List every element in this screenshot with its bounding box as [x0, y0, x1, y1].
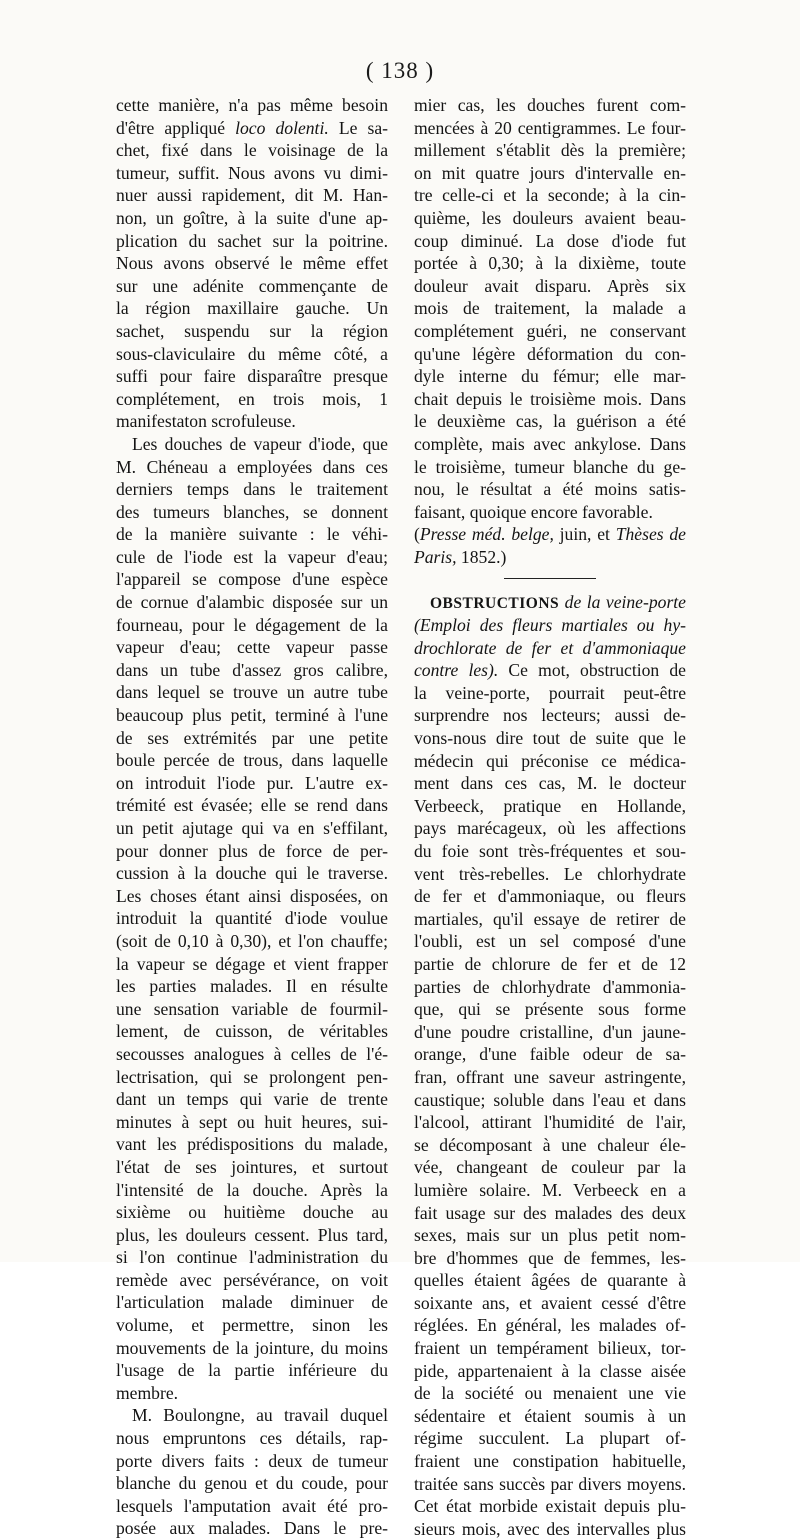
text-run: quelles étaient âgées de quarante à — [414, 1270, 686, 1291]
text-line — [116, 1066, 388, 1089]
italic-run: loco dolenti. — [235, 117, 329, 138]
text-line — [116, 1043, 388, 1066]
text-run: vant les prédispositions du malade, — [116, 1134, 388, 1155]
text-run: cussion à la douche qui le traverse. — [116, 863, 388, 884]
text-run: ( — [414, 524, 420, 545]
text-line — [414, 840, 686, 863]
italic-run: Paris, — [414, 546, 457, 567]
text-run: suffi pour faire disparaître presque — [116, 366, 388, 387]
text-line — [414, 614, 686, 637]
text-run: pays marécageux, où les affections — [414, 818, 686, 839]
text-run: d'être appliqué — [116, 117, 236, 138]
text-line — [414, 772, 686, 795]
text-line — [414, 501, 686, 524]
text-line — [116, 975, 388, 998]
text-line — [116, 456, 388, 479]
text-line — [414, 750, 686, 773]
text-run: un petit ajutage qui va en s'effilant, — [116, 818, 388, 838]
text-line — [414, 1427, 686, 1450]
text-line — [116, 862, 388, 885]
text-run: les parties malades. Il en résulte — [116, 976, 388, 997]
text-run: de la société ou menaient une vie — [414, 1383, 686, 1404]
text-run: le deuxième cas, la guérison a été — [414, 411, 686, 432]
text-run: chet, fixé dans le voisinage de la — [116, 140, 388, 161]
text-run: partie de chlorure de fer et de 12 — [414, 953, 686, 974]
text-line — [116, 636, 388, 659]
text-run: dans un tube d'assez gros calibre, — [116, 659, 388, 680]
text-run: fraient un tempérament bilieux, tor- — [414, 1338, 686, 1359]
text-run: remède avec persévérance, on voit — [116, 1269, 388, 1290]
text-line — [116, 727, 388, 750]
text-run: complète, mais avec ankylose. Dans — [414, 433, 686, 454]
text-run: douleur avait disparu. Après six — [414, 275, 686, 296]
text-line — [414, 1405, 686, 1428]
text-line — [116, 252, 388, 275]
text-run: faisant, quoique encore favorable. — [414, 501, 653, 522]
text-run: du foie sont très-fréquentes et sou- — [414, 841, 686, 861]
text-run: Verbeeck, pratique en Hollande, — [414, 795, 686, 816]
text-run: dyle interne du fémur; elle mar- — [414, 366, 686, 387]
text-line — [116, 591, 388, 614]
text-run: l'intensité de la douche. Après la — [116, 1179, 388, 1200]
text-run: si l'on continue l'administration du — [116, 1247, 388, 1268]
text-run: plus, les douleurs cessent. Plus tard, — [116, 1224, 388, 1245]
text-run: Cet état morbide existait depuis plu- — [414, 1496, 686, 1517]
text-run: ment dans ces cas, M. le docteur — [414, 773, 686, 794]
text-line — [116, 1404, 388, 1427]
text-run: l'appareil se compose d'une espèce — [116, 569, 388, 590]
text-run: nuer aussi rapidement, dit M. Han- — [116, 185, 388, 206]
italic-run: de la veine-porte — [564, 592, 686, 613]
text-run: tumeur, suffit. Nous avons vu dimi- — [116, 162, 388, 183]
text-line — [116, 139, 388, 162]
text-line — [116, 1224, 388, 1247]
text-line — [414, 1382, 686, 1405]
text-run: fraient une constipation habituelle, — [414, 1451, 686, 1472]
text-run: parties de chlorhydrate d'ammonia- — [414, 976, 686, 997]
text-run: l'usage de la partie inférieure du — [116, 1360, 388, 1381]
text-line — [116, 501, 388, 524]
text-run: nou, le résultat a été moins satis- — [414, 479, 686, 500]
text-line — [116, 478, 388, 501]
text-run: lumière solaire. M. Verbeeck en a — [414, 1179, 686, 1200]
text-line — [414, 1495, 686, 1518]
text-run: lement, de cuisson, de véritables — [116, 1021, 388, 1042]
text-run: la région maxillaire gauche. Un — [116, 298, 388, 319]
text-line — [414, 863, 686, 886]
text-run: réglées. En général, les malades of- — [414, 1315, 686, 1336]
text-line — [116, 1382, 388, 1405]
text-run: l'état de ses jointures, et surtout — [116, 1156, 388, 1177]
text-line — [414, 1134, 686, 1157]
text-line — [414, 795, 686, 818]
text-run: fourneau, pour le dégagement de la — [116, 614, 388, 635]
text-line — [116, 772, 388, 795]
text-line — [414, 523, 686, 546]
text-line — [414, 297, 686, 320]
text-run: coup diminué. La dose d'iode fut — [414, 230, 686, 251]
text-run: sixième ou huitième douche au — [116, 1202, 388, 1223]
text-run: complétement guéri, ne conservant — [414, 320, 686, 341]
text-run: une sensation variable de fourmil- — [116, 998, 388, 1019]
page-number: ( 138 ) — [365, 58, 435, 83]
text-line — [116, 1337, 388, 1360]
text-line — [414, 94, 686, 117]
text-run: cule de l'iode est la vapeur d'eau; — [116, 546, 388, 567]
text-line — [414, 1269, 686, 1292]
text-line — [414, 998, 686, 1021]
text-line — [116, 388, 388, 411]
text-run: mencées à 20 centigrammes. Le four- — [414, 117, 686, 138]
text-line — [414, 388, 686, 411]
left-text-column — [116, 94, 388, 1540]
text-run: membre. — [116, 1382, 179, 1403]
right-column-continuation — [414, 94, 686, 568]
text-line — [414, 727, 686, 750]
italic-run: contre les). — [414, 660, 499, 681]
text-line — [414, 1450, 686, 1473]
text-run: sieurs mois, avec des intervalles plus — [414, 1518, 686, 1539]
text-line — [116, 659, 388, 682]
text-run: Le sa- — [328, 117, 388, 138]
text-line — [116, 275, 388, 298]
text-line — [116, 1156, 388, 1179]
text-line — [414, 275, 686, 298]
text-run: volume, et permettre, sinon les — [116, 1315, 388, 1336]
text-line — [414, 162, 686, 185]
text-line — [116, 1133, 388, 1156]
text-run: quième, les douleurs avaient beau- — [414, 207, 686, 228]
text-run: orange, d'une faible odeur de sa- — [414, 1044, 686, 1065]
text-run: juin, et — [553, 524, 616, 545]
text-line — [414, 1111, 686, 1134]
text-run: Les douches de vapeur d'iode, que — [132, 433, 388, 454]
text-line — [116, 1472, 388, 1495]
text-run: nous empruntons ces détails, rap- — [116, 1428, 388, 1449]
text-run: l'articulation malade diminuer de — [116, 1292, 388, 1313]
text-line — [116, 546, 388, 569]
text-run: tre celle-ci et la seconde; à la cin- — [414, 185, 686, 206]
text-run: vons-nous dire tout de suite que le — [414, 728, 686, 749]
text-run: dans lequel se trouve un autre tube — [116, 682, 388, 703]
italic-run: drochlorate de fer et d'ammoniaque — [414, 637, 686, 658]
text-line — [414, 1021, 686, 1044]
text-line — [116, 1517, 388, 1540]
text-line — [414, 1247, 686, 1270]
text-run: le troisième, tumeur blanche du ge- — [414, 456, 686, 477]
text-run: martiales, qu'il essaye de retirer de — [414, 908, 686, 929]
text-line — [414, 1043, 686, 1066]
text-line — [116, 568, 388, 591]
text-run: régime succulent. La plupart of- — [414, 1428, 686, 1449]
text-line — [414, 591, 686, 614]
text-line — [116, 930, 388, 953]
text-run: vent très-rebelles. Le chlorhydrate — [414, 863, 686, 884]
obstructions-section — [414, 591, 686, 1540]
text-run: manifestaton scrofuleuse. — [116, 411, 296, 432]
text-line — [116, 1291, 388, 1314]
text-run: sexes, mais sur un plus petit nom- — [414, 1225, 686, 1246]
text-line — [116, 1201, 388, 1224]
text-run: complétement, en trois mois, 1 — [116, 388, 388, 409]
text-run: portée à 0,30; à la dixième, toute — [414, 253, 686, 274]
text-run: des tumeurs blanches, se donnent — [116, 501, 388, 522]
text-line — [414, 139, 686, 162]
text-run: mouvements de la jointure, du moins — [116, 1337, 388, 1358]
text-line — [116, 794, 388, 817]
text-run: vapeur d'eau; cette vapeur passe — [116, 637, 388, 658]
text-run: introduit la quantité d'iode voulue — [116, 908, 388, 929]
text-line — [116, 343, 388, 366]
text-run: derniers temps dans le traitement — [116, 479, 388, 500]
italic-run: Presse méd. belge, — [419, 524, 554, 545]
text-run: lectrisation, qui se prolongent pen- — [116, 1066, 388, 1087]
text-run: traitée sans succès par divers moyens. — [414, 1473, 686, 1494]
text-run: bre d'hommes que de femmes, les- — [414, 1247, 686, 1268]
text-line — [414, 546, 686, 569]
text-run: l'oubli, est un sel composé d'une — [414, 931, 686, 952]
text-line — [116, 840, 388, 863]
text-line — [116, 433, 388, 456]
italic-run: (Emploi des fleurs martiales ou hy- — [414, 615, 686, 636]
italic-run: Thèses de — [615, 524, 686, 545]
text-line — [116, 1450, 388, 1473]
text-line — [116, 681, 388, 704]
text-run: Nous avons observé le même effet — [116, 253, 388, 274]
text-run: plication du sachet sur la poitrine. — [116, 230, 388, 251]
text-line — [116, 907, 388, 930]
text-run: que, qui se présente sous forme — [414, 999, 686, 1020]
text-run: qu'une légère déformation du con- — [414, 343, 686, 364]
text-run: l'alcool, attirant l'humidité de l'air, — [414, 1112, 686, 1133]
text-run: trémité est évasée; elle se rend dans — [116, 795, 388, 816]
text-line — [414, 1202, 686, 1225]
text-line — [414, 410, 686, 433]
text-run: pide, appartenaient à la classe aisée — [414, 1360, 686, 1381]
text-line — [116, 94, 388, 117]
text-run: posée aux malades. Dans le pre- — [116, 1518, 388, 1539]
text-line — [116, 614, 388, 637]
text-run: fran, offrant une saveur astringente, — [414, 1066, 686, 1087]
text-line — [116, 1020, 388, 1043]
text-line — [414, 343, 686, 366]
text-line — [414, 637, 686, 660]
text-line — [414, 976, 686, 999]
text-run: minutes à sept ou huit heures, sui- — [116, 1111, 388, 1132]
text-line — [414, 456, 686, 479]
text-line — [116, 1427, 388, 1450]
text-line — [116, 320, 388, 343]
text-run: beaucoup plus petit, terminé à l'une — [116, 705, 388, 726]
text-run: non, un goître, à la suite d'une ap- — [116, 207, 388, 228]
text-run: M. Chéneau a employées dans ces — [116, 456, 388, 477]
right-text-column — [414, 94, 686, 1540]
text-line — [414, 1089, 686, 1112]
section-divider-rule — [504, 578, 596, 579]
text-run: porte divers faits : deux de tumeur — [116, 1450, 388, 1471]
text-run: de cornue d'alambic disposée sur un — [116, 592, 388, 613]
text-run: surprendre nos lecteurs; aussi de- — [414, 705, 686, 726]
text-line — [414, 1314, 686, 1337]
text-run: médecin qui préconise ce médica- — [414, 750, 686, 771]
text-run: caustique; soluble dans l'eau et dans — [414, 1089, 686, 1110]
text-line — [414, 1360, 686, 1383]
text-line — [116, 998, 388, 1021]
text-run: de la manière suivante : le véhi- — [116, 524, 388, 545]
text-run: sous-claviculaire du même côté, a — [116, 343, 388, 364]
text-run: boule percée de trous, dans laquelle — [116, 750, 388, 771]
text-run: blanche du genou et du coude, pour — [116, 1473, 388, 1494]
text-run: chait depuis le troisième mois. Dans — [414, 388, 686, 409]
text-run: dant un temps qui varie de trente — [116, 1089, 388, 1110]
text-line — [116, 1246, 388, 1269]
text-line — [414, 207, 686, 230]
text-line — [116, 297, 388, 320]
text-line — [116, 1314, 388, 1337]
text-line — [414, 1337, 686, 1360]
text-line — [414, 1518, 686, 1540]
text-line — [414, 704, 686, 727]
text-run: secousses analogues à celles de l'é- — [116, 1043, 388, 1064]
text-run: se décomposant à une chaleur éle- — [414, 1134, 686, 1155]
text-run: lesquels l'amputation avait été pro- — [116, 1495, 388, 1516]
text-line — [116, 184, 388, 207]
text-line — [414, 682, 686, 705]
text-line — [414, 1292, 686, 1315]
text-line — [414, 117, 686, 140]
text-line — [116, 523, 388, 546]
text-line — [116, 885, 388, 908]
text-line — [414, 433, 686, 456]
text-line — [414, 1156, 686, 1179]
text-line — [414, 365, 686, 388]
text-run: la vapeur se dégage et vient frapper — [116, 953, 388, 974]
text-run: cette manière, n'a pas même besoin — [116, 95, 388, 115]
text-line — [414, 953, 686, 976]
text-line — [116, 953, 388, 976]
text-line — [414, 930, 686, 953]
text-run: Les choses étant ainsi disposées, on — [116, 885, 388, 906]
text-line — [414, 908, 686, 931]
text-run: 1852.) — [456, 546, 507, 567]
text-line — [414, 659, 686, 682]
text-line — [116, 1495, 388, 1518]
text-run: M. Boulongne, au travail duquel — [132, 1405, 388, 1426]
text-run: pour donner plus de force de per- — [116, 840, 388, 861]
text-run: mois de traitement, la malade a — [414, 298, 686, 319]
text-line — [116, 1111, 388, 1134]
text-run: mier cas, les douches furent com- — [414, 95, 686, 115]
text-line — [414, 230, 686, 253]
text-line — [116, 1359, 388, 1382]
text-line — [116, 749, 388, 772]
text-run: Ce mot, obstruction de — [498, 660, 686, 681]
text-line — [414, 1224, 686, 1247]
text-line — [116, 207, 388, 230]
text-run: d'une poudre cristalline, d'un jaune- — [414, 1021, 686, 1042]
text-line — [414, 817, 686, 840]
text-run: sur une adénite commençante de — [116, 275, 388, 296]
text-run: fait usage sur des malades des deux — [414, 1202, 686, 1223]
text-line — [116, 1088, 388, 1111]
text-line — [116, 230, 388, 253]
text-line — [414, 252, 686, 275]
text-line — [414, 1473, 686, 1496]
text-run: vée, changeant de couleur par la — [414, 1157, 686, 1178]
text-line — [116, 1269, 388, 1292]
text-line — [116, 365, 388, 388]
text-run: soixante ans, et avaient cessé d'être — [414, 1292, 686, 1313]
text-line — [414, 1179, 686, 1202]
text-line — [116, 410, 388, 433]
text-run: on introduit l'iode pur. L'autre ex- — [116, 772, 388, 793]
text-run: de ses extrémités par une petite — [116, 727, 388, 748]
text-run: de fer et d'ammoniaque, ou fleurs — [414, 886, 686, 907]
text-line — [414, 320, 686, 343]
text-run: sachet, suspendu sur la région — [116, 320, 388, 341]
text-run: la veine-porte, pourrait peut-être — [414, 682, 686, 703]
text-line — [414, 1066, 686, 1089]
text-line — [414, 885, 686, 908]
text-line — [116, 162, 388, 185]
text-line — [414, 184, 686, 207]
text-line — [414, 478, 686, 501]
text-run: on mit quatre jours d'intervalle en- — [414, 162, 686, 183]
section-heading: OBSTRUCTIONS — [430, 595, 560, 613]
text-line — [116, 704, 388, 727]
text-line — [116, 817, 388, 840]
text-run: sédentaire et étaient soumis à un — [414, 1405, 686, 1426]
text-run: millement s'établit dès la première; — [414, 140, 686, 161]
text-line — [116, 117, 388, 140]
text-run: (soit de 0,10 à 0,30), et l'on chauffe; — [116, 930, 388, 951]
text-line — [116, 1179, 388, 1202]
